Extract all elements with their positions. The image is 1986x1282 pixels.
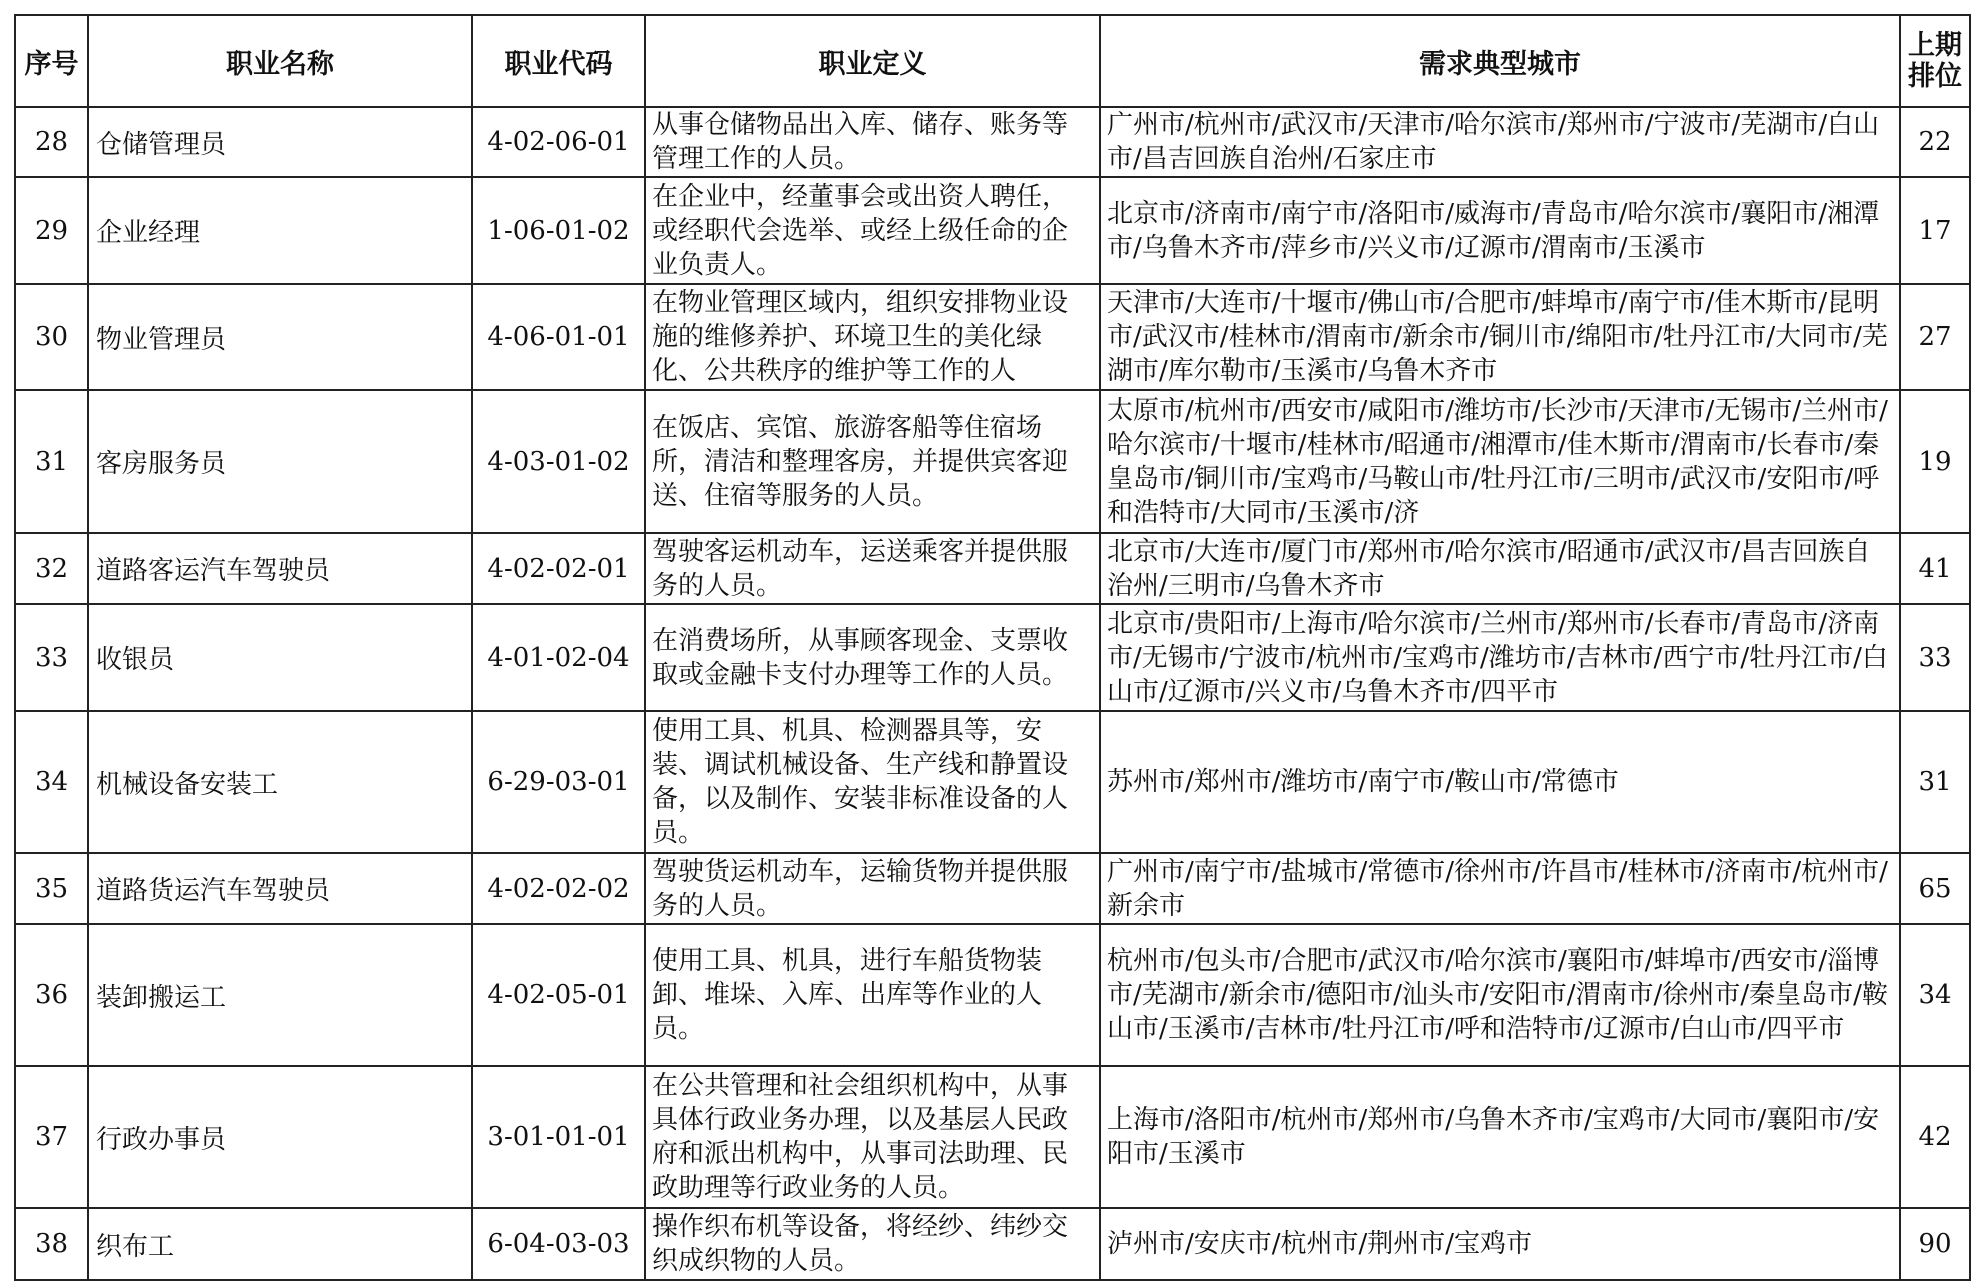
header-rank — [1900, 15, 1970, 107]
cell-name: 机械设备安装工 — [88, 711, 472, 853]
cell-definition — [645, 284, 1100, 390]
table-row — [15, 177, 1970, 284]
cell-name: 行政办事员 — [88, 1066, 472, 1208]
cell-cities — [1100, 284, 1900, 390]
cell-code: 6-04-03-03 — [472, 1208, 645, 1280]
cell-name: 收银员 — [88, 604, 472, 711]
cell-definition — [645, 924, 1100, 1066]
definition-text: 驾驶客运机动车，运送乘客并提供服务的人员。 — [652, 536, 1069, 601]
cell-cities — [1100, 177, 1900, 284]
cell-definition — [645, 604, 1100, 711]
cities-text: 天津市/大连市/十堰市/佛山市/合肥市/蚌埠市/南宁市/佳木斯市/昆明市/武汉市/桂林市/渭南市/新余市/铜川市/绵阳市/牡丹江市/大同市/芜湖市/库尔勒市/玉溪市/乌鲁木齐市 — [1107, 288, 1888, 386]
definition-text: 从事仓储物品出入库、储存、账务等管理工作的人员。 — [652, 110, 1069, 174]
cell-seq: 35 — [15, 853, 88, 924]
cell-rank: 90 — [1900, 1208, 1970, 1280]
cell-definition — [645, 1066, 1100, 1208]
cities-text: 广州市/杭州市/武汉市/天津市/哈尔滨市/郑州市/宁波市/芜湖市/白山市/昌吉回族自治州/石家庄市 — [1107, 110, 1880, 174]
cities-text: 杭州市/包头市/合肥市/武汉市/哈尔滨市/襄阳市/蚌埠市/西安市/淄博市/芜湖市/新余市/德阳市/汕头市/安阳市/渭南市/徐州市/秦皇岛市/鞍山市/玉溪市/吉林市/牡丹江市/呼和浩特市/辽源市/白山市/四平市 — [1107, 946, 1888, 1044]
definition-text: 在饭店、宾馆、旅游客船等住宿场所，清洁和整理客房，并提供宾客迎送、住宿等服务的人员。 — [652, 412, 1069, 511]
table-row — [15, 1066, 1970, 1208]
cell-code: 4-02-06-01 — [472, 107, 645, 177]
cell-definition — [645, 177, 1100, 284]
cell-code: 1-06-01-02 — [472, 177, 645, 284]
cell-seq: 32 — [15, 533, 88, 604]
table-row — [15, 711, 1970, 853]
cell-code: 6-29-03-01 — [472, 711, 645, 853]
cell-name: 企业经理 — [88, 177, 472, 284]
cell-cities — [1100, 711, 1900, 853]
cell-cities — [1100, 533, 1900, 604]
cell-name: 织布工 — [88, 1208, 472, 1280]
cell-cities — [1100, 107, 1900, 177]
cell-definition — [645, 107, 1100, 177]
table-body — [15, 107, 1970, 1280]
cell-seq: 34 — [15, 711, 88, 853]
cell-cities — [1100, 924, 1900, 1066]
table-row — [15, 107, 1970, 177]
cell-cities — [1100, 1066, 1900, 1208]
cell-definition — [645, 390, 1100, 533]
cell-name: 客房服务员 — [88, 390, 472, 533]
cell-definition — [645, 711, 1100, 853]
cell-rank: 41 — [1900, 533, 1970, 604]
cell-cities — [1100, 390, 1900, 533]
cell-definition — [645, 853, 1100, 924]
cities-text: 北京市/济南市/南宁市/洛阳市/威海市/青岛市/哈尔滨市/襄阳市/湘潭市/乌鲁木齐市/萍乡市/兴义市/辽源市/渭南市/玉溪市 — [1107, 198, 1880, 263]
cell-code: 4-06-01-01 — [472, 284, 645, 390]
cell-seq: 33 — [15, 604, 88, 711]
header-name: 职业名称 — [88, 15, 472, 107]
job-demand-table-sheet — [14, 14, 1969, 1281]
header-cities: 需求典型城市 — [1100, 15, 1900, 107]
cell-definition — [645, 533, 1100, 604]
header-code: 职业代码 — [472, 15, 645, 107]
table-row — [15, 853, 1970, 924]
table-row — [15, 1208, 1970, 1280]
cell-code: 4-02-05-01 — [472, 924, 645, 1066]
cell-name: 仓储管理员 — [88, 107, 472, 177]
cell-name: 道路客运汽车驾驶员 — [88, 533, 472, 604]
header-seq: 序号 — [15, 15, 88, 107]
cities-text: 泸州市/安庆市/杭州市/荆州市/宝鸡市 — [1107, 1229, 1533, 1259]
definition-text: 在消费场所，从事顾客现金、支票收取或金融卡支付办理等工作的人员。 — [652, 625, 1069, 690]
definition-text: 在企业中，经董事会或出资人聘任，或经职代会选举、或经上级任命的企业负责人。 — [652, 181, 1069, 280]
cities-text: 太原市/杭州市/西安市/咸阳市/潍坊市/长沙市/天津市/无锡市/兰州市/哈尔滨市/十堰市/桂林市/昭通市/湘潭市/佳木斯市/渭南市/长春市/秦皇岛市/铜川市/宝鸡市/马鞍山市/牡丹江市/三明市/武汉市/安阳市/呼和浩特市/大同市/玉溪市/济 — [1107, 395, 1888, 528]
definition-text: 在物业管理区域内，组织安排物业设施的维修养护、环境卫生的美化绿化、公共秩序的维护等工作的人 — [652, 288, 1069, 386]
cities-text: 北京市/贵阳市/上海市/哈尔滨市/兰州市/郑州市/长春市/青岛市/济南市/无锡市/宁波市/杭州市/宝鸡市/潍坊市/吉林市/西宁市/牡丹江市/白山市/辽源市/兴义市/乌鲁木齐市/四平市 — [1107, 608, 1888, 707]
cell-seq: 29 — [15, 177, 88, 284]
cell-code: 4-01-02-04 — [472, 604, 645, 711]
cell-cities — [1100, 1208, 1900, 1280]
cell-seq: 38 — [15, 1208, 88, 1280]
cell-code: 4-03-01-02 — [472, 390, 645, 533]
cities-text: 广州市/南宁市/盐城市/常德市/徐州市/许昌市/桂林市/济南市/杭州市/新余市 — [1107, 856, 1888, 921]
cell-seq: 37 — [15, 1066, 88, 1208]
cell-rank: 33 — [1900, 604, 1970, 711]
job-demand-table — [14, 14, 1971, 1281]
table-row — [15, 604, 1970, 711]
cities-text: 苏州市/郑州市/潍坊市/南宁市/鞍山市/常德市 — [1107, 767, 1619, 797]
cell-definition — [645, 1208, 1100, 1280]
cell-rank: 27 — [1900, 284, 1970, 390]
cell-code: 3-01-01-01 — [472, 1066, 645, 1208]
table-row — [15, 284, 1970, 390]
header-definition: 职业定义 — [645, 15, 1100, 107]
definition-text: 在公共管理和社会组织机构中，从事具体行政业务办理，以及基层人民政府和派出机构中，从事司法助理、民政助理等行政业务的人员。 — [652, 1071, 1069, 1203]
cell-rank: 22 — [1900, 107, 1970, 177]
table-row — [15, 924, 1970, 1066]
cell-cities — [1100, 853, 1900, 924]
cell-seq: 36 — [15, 924, 88, 1066]
cell-cities — [1100, 604, 1900, 711]
definition-text: 驾驶货运机动车，运输货物并提供服务的人员。 — [652, 856, 1069, 921]
header-rank-line2: 排位 — [1908, 61, 1962, 92]
cell-seq: 28 — [15, 107, 88, 177]
cell-rank: 19 — [1900, 390, 1970, 533]
cell-seq: 30 — [15, 284, 88, 390]
definition-text: 使用工具、机具，进行车船货物装卸、堆垛、入库、出库等作业的人员。 — [652, 946, 1043, 1044]
cell-name: 物业管理员 — [88, 284, 472, 390]
cell-name: 装卸搬运工 — [88, 924, 472, 1066]
definition-text: 使用工具、机具、检测器具等，安装、调试机械设备、生产线和静置设备，以及制作、安装非标准设备的人员。 — [652, 716, 1069, 848]
header-row — [15, 15, 1970, 107]
cities-text: 上海市/洛阳市/杭州市/郑州市/乌鲁木齐市/宝鸡市/大同市/襄阳市/安阳市/玉溪市 — [1107, 1105, 1880, 1169]
cities-text: 北京市/大连市/厦门市/郑州市/哈尔滨市/昭通市/武汉市/昌吉回族自治州/三明市/乌鲁木齐市 — [1107, 536, 1871, 601]
cell-rank: 34 — [1900, 924, 1970, 1066]
header-rank-line1: 上期 — [1908, 30, 1962, 61]
cell-seq: 31 — [15, 390, 88, 533]
cell-rank: 65 — [1900, 853, 1970, 924]
cell-rank: 31 — [1900, 711, 1970, 853]
cell-code: 4-02-02-01 — [472, 533, 645, 604]
cell-name: 道路货运汽车驾驶员 — [88, 853, 472, 924]
table-row — [15, 390, 1970, 533]
cell-rank: 42 — [1900, 1066, 1970, 1208]
table-row — [15, 533, 1970, 604]
cell-rank: 17 — [1900, 177, 1970, 284]
cell-code: 4-02-02-02 — [472, 853, 645, 924]
definition-text: 操作织布机等设备，将经纱、纬纱交织成织物的人员。 — [652, 1212, 1069, 1276]
